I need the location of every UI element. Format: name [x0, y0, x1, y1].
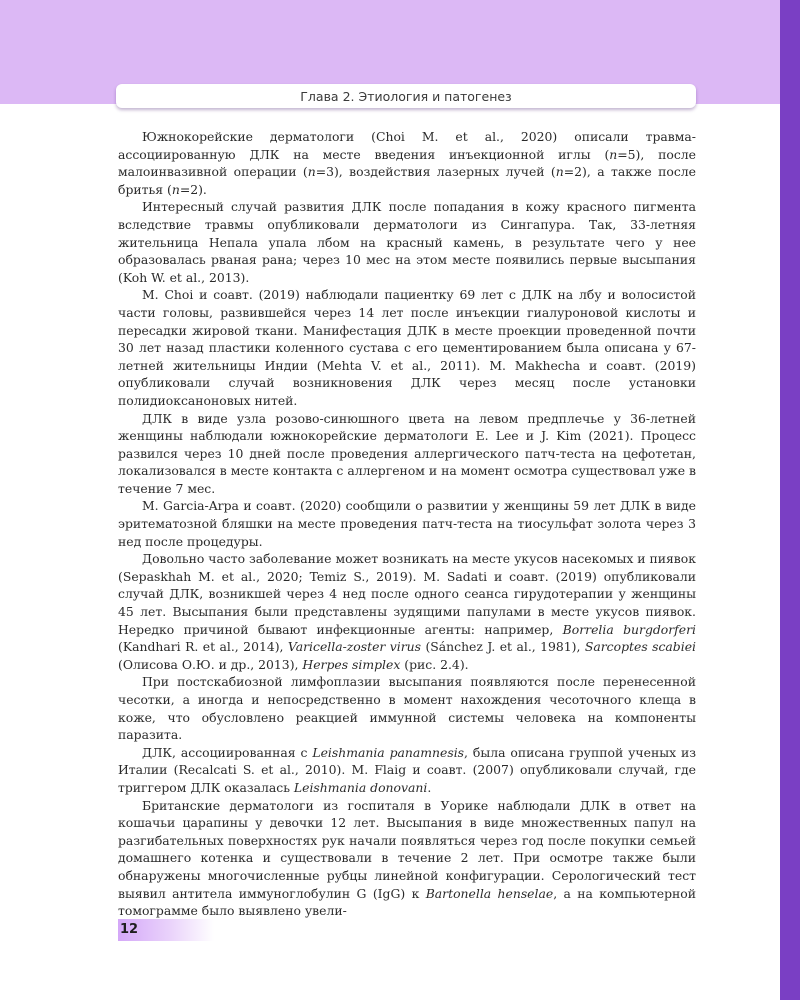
paragraph-3: M. Choi и соавт. (2019) наблюдали пациентку 69 лет с ДЛК на лбу и волосистой части головы, развившейся через 14 лет после инъекции гиалуроновой кислоты и пересадки жировой ткани. Манифестация ДЛК в месте проекции проведенной почти 30 лет назад пластики коленного сустава с его цементированием была описана у 67-летней жительницы Индии (Mehta V. et al., 2011). M. Makhecha и соавт. (2019) опубликовали случай возникновения ДЛК через месяц после установки полидиоксаноновых нитей. — [118, 287, 696, 408]
italic-term: n — [609, 146, 618, 162]
paragraph-5: M. Garcia-Arpa и соавт. (2020) сообщили о развитии у женщины 59 лет ДЛК в виде эритематозной бляшки на месте проведения патч-теста на тиосульфат золота через 3 нед после процедуры. — [118, 498, 696, 549]
chapter-title: Глава 2. Этиология и патогенез — [300, 88, 512, 104]
paragraph-8: ДЛК, ассоциированная с Leishmania panamnesis, была описана группой ученых из Италии (Recalcati S. et al., 2010). M. Flaig и соавт. (2007) опубликовали случай, где триггером ДЛК оказалась Leishmania donovani. — [118, 744, 696, 795]
italic-term: n — [307, 164, 316, 180]
italic-term: n — [555, 164, 564, 180]
paragraph-1: Южнокорейские дерматологи (Choi M. et al., 2020) описали травма-ассоциированную ДЛК на месте введения инъекционной иглы (n=5), после малоинвазивной операции (n=3), воздействия лазерных лучей (n=2), а также после бритья (n=2). — [118, 129, 696, 197]
italic-term: Bartonella henselae — [425, 885, 554, 901]
chapter-header — [116, 84, 696, 108]
paragraph-6: Довольно часто заболевание может возникать на месте укусов насекомых и пиявок (Sepaskhah M. et al., 2020; Temiz S., 2019). M. Sadati и соавт. (2019) опубликовали случай ДЛК, возникшей через 4 нед после одного сеанса гирудотерапии у женщины 45 лет. Высыпания были представлены зудящими папулами в месте укусов пиявок. Нередко причиной бывают инфекционные агенты: например, Borrelia burgdorferi (Kandhari R. et al., 2014), Varicella-zoster virus (Sánchez J. et al., 1981), Sarcoptes scabiei (Олисова О.Ю. и др., 2013), Herpes simplex (рис. 2.4). — [118, 551, 696, 672]
italic-term: Leishmania donovani — [293, 779, 428, 795]
italic-term: n — [171, 181, 180, 197]
page-number: 12 — [120, 922, 139, 937]
italic-term: Varicella-zoster virus — [287, 639, 422, 655]
paragraph-9: Британские дерматологи из госпиталя в Уорике наблюдали ДЛК в ответ на кошачьи царапины у девочки 12 лет. Высыпания в виде множественных папул на разгибательных поверхностях рук начали появляться через год после покупки семьей домашнего котенка и существовали в течение 2 лет. При осмотре также были обнаружены многочисленные рубцы линейной конфигурации. Серологический тест выявил антитела иммуноглобулин G (IgG) к Bartonella henselae, а на компьютерной томограмме было выявлено увели- — [118, 797, 696, 919]
side-accent-strip — [780, 0, 800, 1000]
paragraph-7: При постскабиозной лимфоплазии высыпания появляются после перенесенной чесотки, а иногда и непосредственно в момент нахождения чесоточного клеща в коже, что обусловлено реакцией иммунной системы человека на компоненты паразита. — [118, 674, 696, 743]
italic-term: Borrelia burgdorferi — [562, 621, 696, 637]
paragraph-2: Интересный случай развития ДЛК после попадания в кожу красного пигмента вследствие травмы опубликовали дерматологи из Сингапура. Так, 33-летняя жительница Непала упала лбом на красный камень, в результате чего у нее образовалась рваная рана; через 10 мес на этом месте появились первые высыпания (Koh W. et al., 2013). — [118, 199, 696, 285]
italic-term: Herpes simplex — [302, 656, 401, 672]
body-text — [118, 128, 696, 920]
italic-term: Leishmania panamnesis — [312, 744, 465, 760]
paragraph-4: ДЛК в виде узла розово-синюшного цвета на левом предплечье у 36-летней женщины наблюдали южнокорейские дерматологи E. Lee и J. Kim (2021). Процесс развился через 10 дней после проведения аллергического патч-теста на цефотетан, локализовался в месте контакта с аллергеном и на момент осмотра существовал уже в течение 7 мес. — [118, 410, 696, 496]
italic-term: Sarcoptes scabiei — [584, 639, 696, 655]
